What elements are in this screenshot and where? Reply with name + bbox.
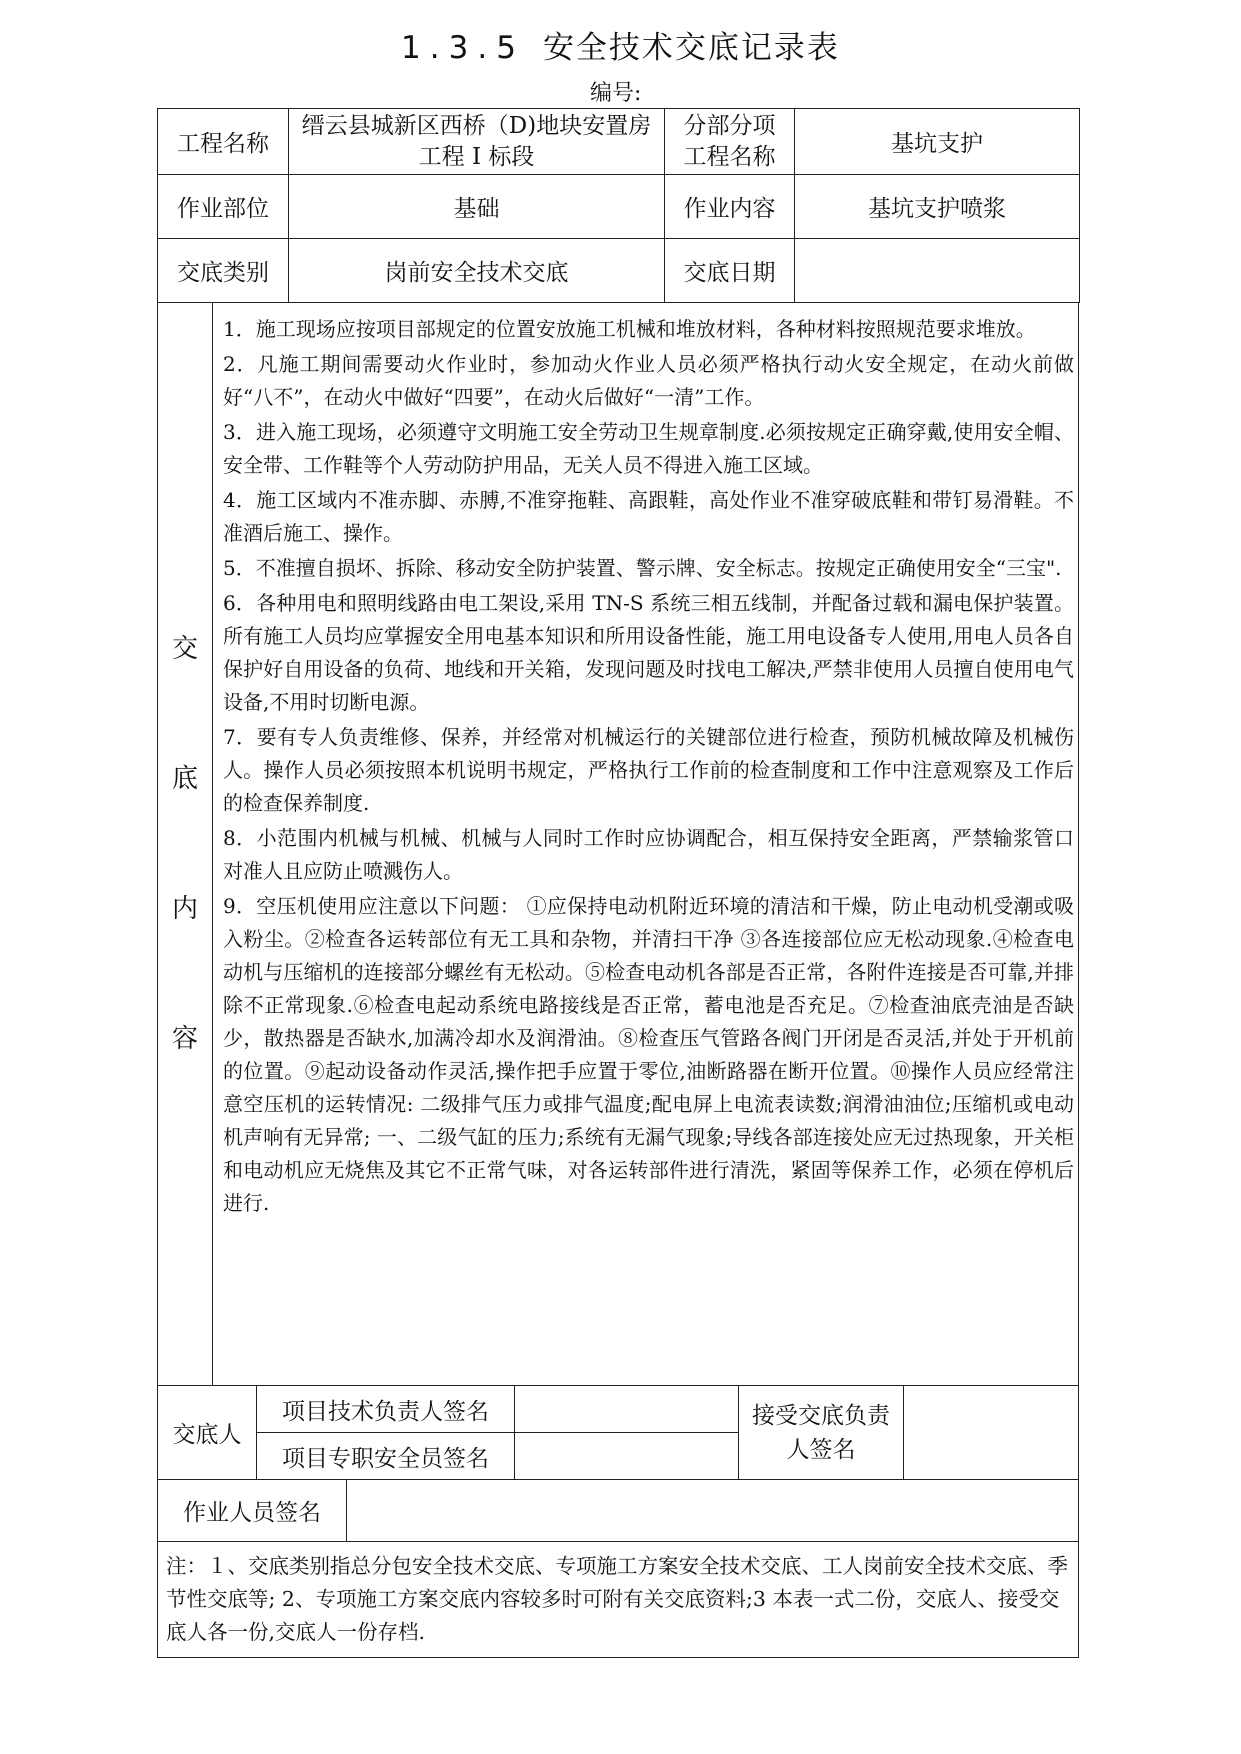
content-table [157,302,1079,1386]
workers-signature-field[interactable] [347,1480,1079,1542]
workers-table [157,1479,1079,1542]
content-item: 5．不准擅自损坏、拆除、移动安全防护装置、警示牌、安全标志。按规定正确使用安全“三宝". [223,556,1062,580]
date-label: 交底日期 [665,239,795,303]
work-area-value: 基础 [289,175,665,239]
content-item: 4．施工区域内不准赤脚、赤膊,不准穿拖鞋、高跟鞋，高处作业不准穿破底鞋和带钉易滑鞋。不准酒后施工、操作。 [223,488,1074,545]
content-item: 6．各种用电和照明线路由电工架设,采用 TN-S 系统三相五线制，并配备过载和漏电保护装置。所有施工人员均应掌握安全用电基本知识和所用设备性能，施工用电设备专人使用,用电人员各自保护好自用设备的负荷、地线和开关箱，发现问题及时找电工解决,严禁非使用人员擅自使用电气设备,不用时切断电源。 [223,591,1074,714]
project-name-label: 工程名称 [158,109,289,175]
content-label-char: 内 [171,894,198,924]
project-name-value: 缙云县城新区西桥（D)地块安置房工程 I 标段 [289,109,665,175]
content-label-char: 底 [171,764,198,794]
work-content-value: 基坑支护喷浆 [795,175,1080,239]
form-header-table [157,108,1080,303]
date-value [795,239,1080,303]
sub-project-value: 基坑支护 [795,109,1080,175]
title-number: 1.3.5 [401,30,525,66]
content-label [158,303,213,1386]
title-text: 安全技术交底记录表 [542,30,840,66]
category-label: 交底类别 [158,239,289,303]
page-title [0,22,1241,67]
code-label: 编号: [590,81,642,106]
content-item: 8．小范围内机械与机械、机械与人同时工作时应协调配合，相互保持安全距离，严禁输浆管口对准人且应防止喷溅伤人。 [223,826,1074,883]
content-item: 7．要有专人负责维修、保养，并经常对机械运行的关键部位进行检查，预防机械故障及机械伤人。操作人员必须按照本机说明书规定，严格执行工作前的检查制度和工作中注意观察及工作后的检查保养制度. [223,725,1074,815]
workers-label: 作业人员签名 [158,1480,347,1542]
content-item: 3．进入施工现场，必须遵守文明施工安全劳动卫生规章制度.必须按规定正确穿戴,使用安全帽、安全带、工作鞋等个人劳动防护用品，无关人员不得进入施工区域。 [223,420,1074,477]
receiver-signature-field[interactable] [904,1386,1079,1480]
content-item: 2．凡施工期间需要动火作业时，参加动火作业人员必须严格执行动火安全规定，在动火前做好“八不”，在动火中做好“四要”，在动火后做好“一清”工作。 [223,352,1074,409]
work-content-label: 作业内容 [665,175,795,239]
content-label-char: 交 [171,634,198,664]
signature-table [157,1385,1079,1480]
safety-officer-signature-field[interactable] [515,1433,739,1480]
tech-lead-signature-field[interactable] [515,1386,739,1433]
safety-officer-label: 项目专职安全员签名 [257,1433,515,1480]
tech-lead-label: 项目技术负责人签名 [257,1386,515,1433]
work-area-label: 作业部位 [158,175,289,239]
content-item: 1．施工现场应按项目部规定的位置安放施工机械和堆放材料，各种材料按照规范要求堆放。 [223,317,1036,341]
receiver-label: 接受交底负责人签名 [739,1386,904,1480]
disclosure-form [157,108,1079,1658]
discloser-label: 交底人 [158,1386,257,1480]
content-label-char: 容 [171,1024,198,1054]
note-table [157,1541,1079,1658]
form-note: 注：１、交底类别指总分包安全技术交底、专项施工方案安全技术交底、工人岗前安全技术交底、季节性交底等; 2、专项施工方案交底内容较多时可附有关交底资料;3 本表一式二份，交底人、接受交底人各一份,交底人一份存档. [158,1542,1079,1658]
category-value: 岗前安全技术交底 [289,239,665,303]
content-body [213,303,1079,1386]
content-item: 9．空压机使用应注意以下问题： ①应保持电动机附近环境的清洁和干燥，防止电动机受潮或吸入粉尘。②检查各运转部位有无工具和杂物，并清扫干净 ③各连接部位应无松动现象.④检查电动机与压缩机的连接部分螺丝有无松动。⑤检查电动机各部是否正常，各附件连接是否可靠,并排除不正常现象.⑥检查电起动系统电路接线是否正常，蓄电池是否充足。⑦检查油底壳油是否缺少，散热器是否缺水,加满冷却水及润滑油。⑧检查压气管路各阀门开闭是否灵活,并处于开机前的位置。⑨起动设备动作灵活,操作把手应置于零位,油断路器在断开位置。⑩操作人员应经常注意空压机的运转情况: 二级排气压力或排气温度;配电屏上电流表读数;润滑油油位;压缩机或电动机声响有无异常; 一、二级气缸的压力;系统有无漏气现象;导线各部连接处应无过热现象，开关柜和电动机应无烧焦及其它不正常气味，对各运转部件进行清洗，紧固等保养工作，必须在停机后进行. [223,894,1074,1215]
sub-project-label: 分部分项工程名称 [665,109,795,175]
